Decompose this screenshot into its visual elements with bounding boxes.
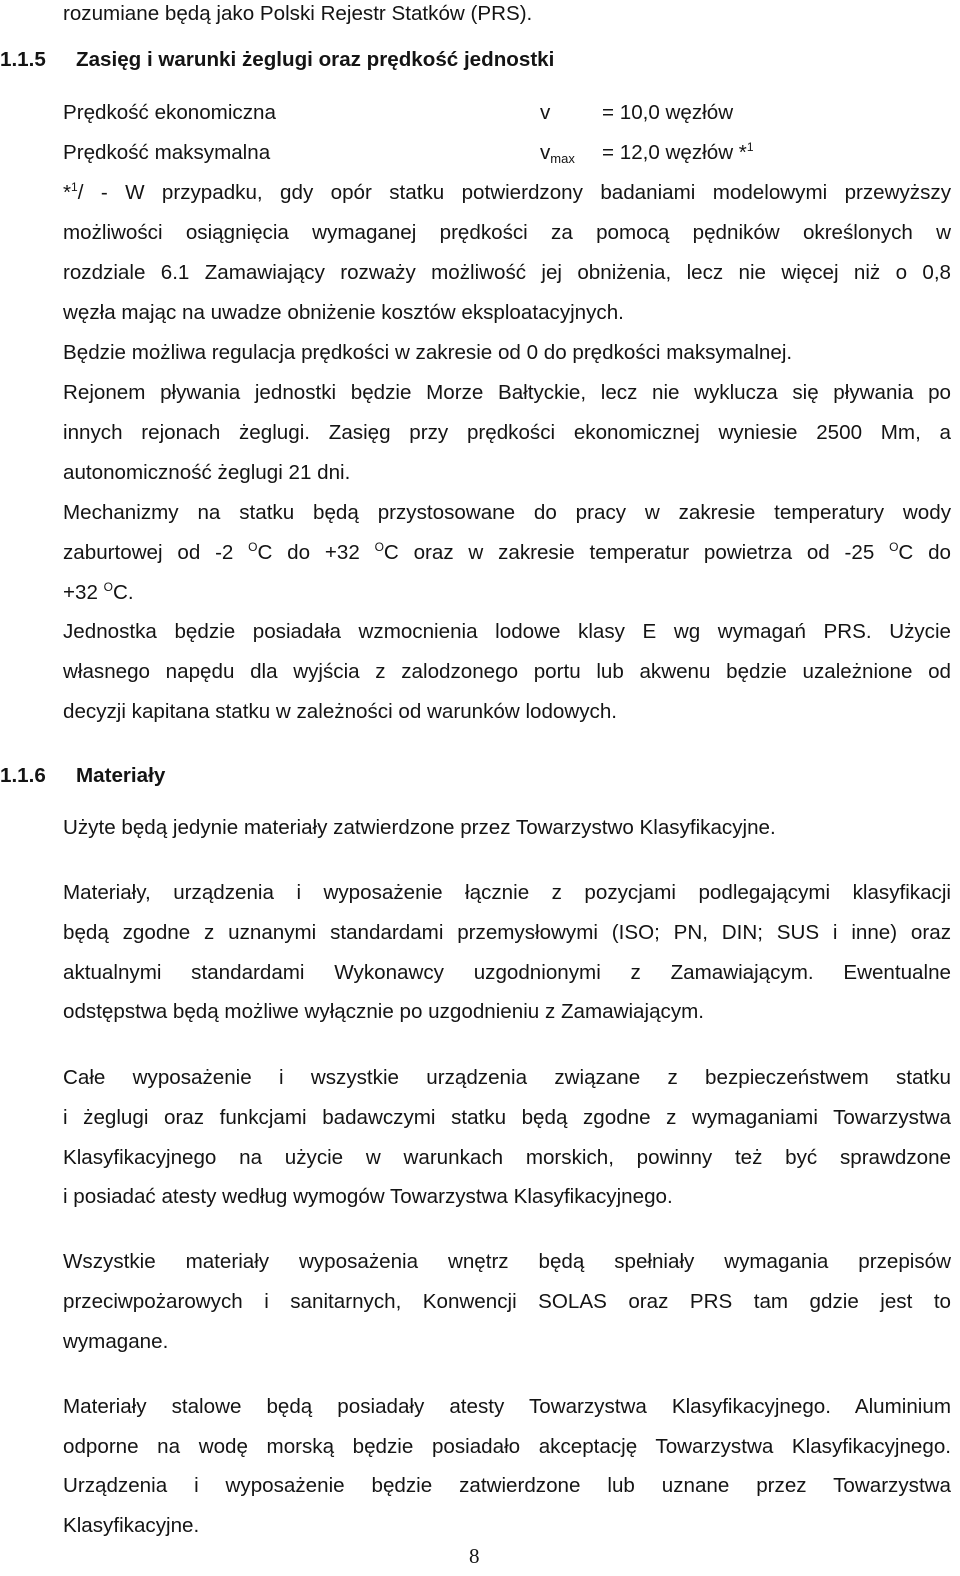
body-text-line: możliwości osiągnięcia wymaganej prędkości za pomocą pędników określonych w [63, 221, 951, 244]
body-text-line: Materiały stalowe będą posiadały atesty Towarzystwa Klasyfikacyjnego. Aluminium [63, 1395, 951, 1418]
section-heading-115 [0, 48, 555, 72]
body-text-line: Klasyfikacyjnego na użycie w warunkach morskich, powinny też być sprawdzone [63, 1146, 951, 1169]
body-text-line: odstępstwa będą możliwe wyłącznie po uzgodnieniu z Zamawiającym. [63, 1000, 705, 1023]
body-text-line: innych rejonach żeglugi. Zasięg przy prędkości ekonomicznej wyniesie 2500 Mm, a [63, 421, 951, 444]
body-text-line: autonomiczność żeglugi 21 dni. [63, 461, 351, 484]
speed-economic-value: = 10,0 węzłów [602, 101, 734, 124]
body-text-line: wymagane. [63, 1330, 169, 1353]
body-text-line: Rejonem pływania jednostki będzie Morze Bałtyckie, lecz nie wyklucza się pływania po [63, 381, 951, 404]
body-text-line: aktualnymi standardami Wykonawcy uzgodnionymi z Zamawiającym. Ewentualne [63, 961, 951, 984]
section-number: 1.1.6 [0, 764, 46, 787]
body-text-line: Materiały, urządzenia i wyposażenie łącznie z pozycjami podlegającymi klasyfikacji [63, 881, 951, 904]
body-text-line: odporne na wodę morską będzie posiadało akceptację Towarzystwa Klasyfikacyjnego. [63, 1435, 951, 1458]
body-text-line: Mechanizmy na statku będą przystosowane do pracy w zakresie temperatury wody [63, 501, 951, 524]
body-text-line: będą zgodne z uznanymi standardami przemysłowymi (ISO; PN, DIN; SUS i inne) oraz [63, 921, 951, 944]
section-heading-116 [0, 764, 166, 788]
body-text-line: rozumiane będą jako Polski Rejestr Statków (PRS). [63, 2, 533, 25]
temperature-line: zaburtowej od -2 $^O$C do +32 $^O$C oraz w zakresie temperatur powietrza od -25 $^O$C do [63, 540, 951, 564]
body-text-line: Urządzenia i wyposażenie będzie zatwierdzone lub uznane przez Towarzystwa [63, 1474, 951, 1497]
footnote-line: *$^1$/ - W przypadku, gdy opór statku potwierdzony badaniami modelowymi przewyższy [63, 180, 951, 204]
speed-economic-symbol: v [540, 101, 551, 124]
body-text-line: Użyte będą jedynie materiały zatwierdzone przez Towarzystwo Klasyfikacyjne. [63, 816, 776, 839]
temperature-line-end: +32 $^O$C. [63, 580, 134, 604]
body-text-line: Wszystkie materiały wyposażenia wnętrz będą spełniały wymagania przepisów [63, 1250, 951, 1273]
body-text-line: rozdziale 6.1 Zamawiający rozważy możliwość jej obniżenia, lecz nie więcej niż o 0,8 [63, 261, 951, 284]
body-text-line: Będzie możliwa regulacja prędkości w zakresie od 0 do prędkości maksymalnej. [63, 341, 793, 364]
body-text-line: węzła mając na uwadze obniżenie kosztów eksploatacyjnych. [63, 301, 624, 324]
section-title: Materiały [76, 764, 166, 787]
speed-max-value: = 12,0 węzłów *$^1$ [602, 140, 754, 164]
body-text-line: przeciwpożarowych i sanitarnych, Konwencji SOLAS oraz PRS tam gdzie jest to [63, 1290, 951, 1313]
body-text-line: Klasyfikacyjne. [63, 1514, 200, 1537]
speed-max-label: Prędkość maksymalna [63, 141, 271, 164]
body-text-line: Całe wyposażenie i wszystkie urządzenia związane z bezpieczeństwem statku [63, 1066, 951, 1089]
body-text-line: i posiadać atesty według wymogów Towarzystwa Klasyfikacyjnego. [63, 1185, 673, 1208]
speed-max-symbol: $v_{max}$ [540, 141, 575, 166]
body-text-line: własnego napędu dla wyjścia z zalodzonego portu lub akwenu będzie uzależnione od [63, 660, 951, 683]
speed-economic-label: Prędkość ekonomiczna [63, 101, 276, 124]
section-number: 1.1.5 [0, 48, 46, 71]
body-text-line: decyzji kapitana statku w zależności od warunków lodowych. [63, 700, 618, 723]
section-title: Zasięg i warunki żeglugi oraz prędkość jednostki [76, 48, 555, 71]
body-text-line: i żeglugi oraz funkcjami badawczymi statku będą zgodne z wymaganiami Towarzystwa [63, 1106, 951, 1129]
body-text-line: Jednostka będzie posiadała wzmocnienia lodowe klasy E wg wymagań PRS. Użycie [63, 620, 951, 643]
page-number: 8 [469, 1544, 480, 1568]
